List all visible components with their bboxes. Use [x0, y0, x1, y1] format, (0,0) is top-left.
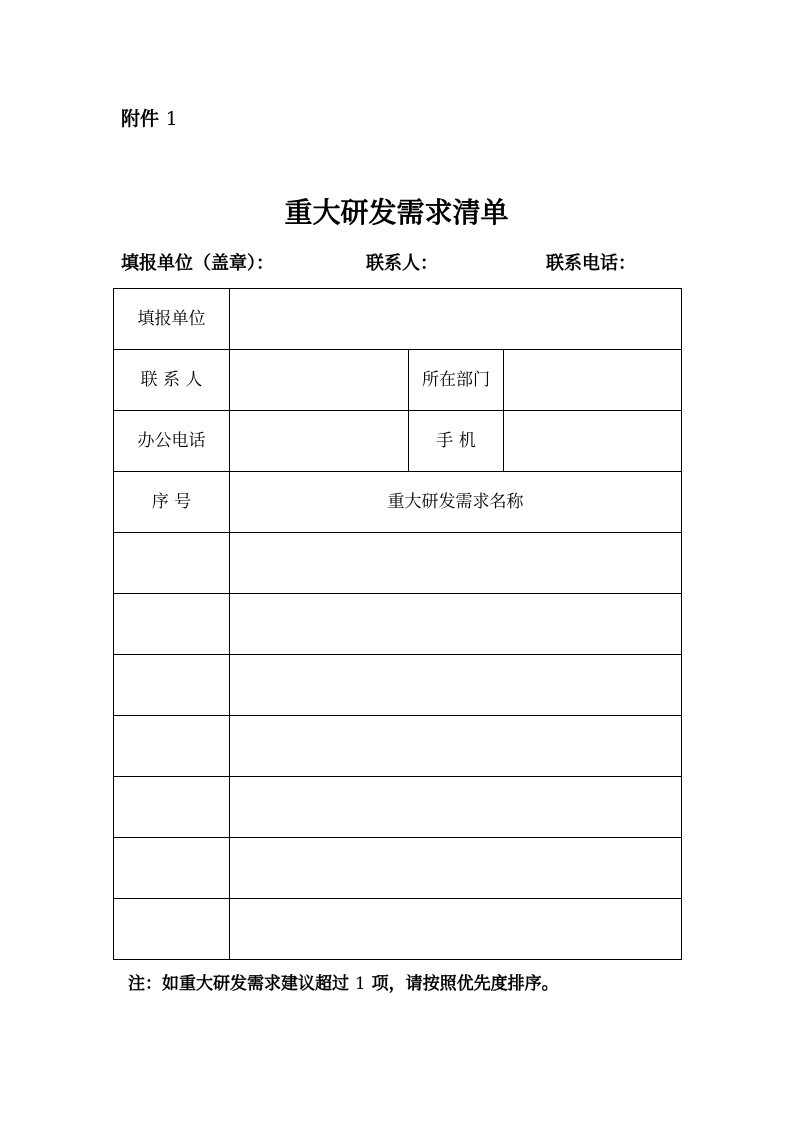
footnote: [128, 972, 559, 996]
row-index-cell[interactable]: [114, 899, 230, 960]
form-row-unit: [114, 289, 682, 350]
row-name-cell[interactable]: [230, 716, 682, 777]
row-name-cell[interactable]: [230, 655, 682, 716]
row-index-cell[interactable]: [114, 716, 230, 777]
table-row: [114, 594, 682, 655]
attachment-text: 附件: [121, 108, 160, 130]
contact-phone-label: 联系电话：: [546, 253, 636, 274]
office-phone-label-cell: 办公电话: [114, 411, 230, 472]
column-header-name: 重大研发需求名称: [230, 472, 682, 533]
mobile-value-cell[interactable]: [504, 411, 682, 472]
table-row: [114, 533, 682, 594]
department-label-cell: 所在部门: [409, 350, 504, 411]
requirements-header-row: [114, 472, 682, 533]
office-phone-value-cell[interactable]: [230, 411, 409, 472]
row-name-cell[interactable]: [230, 594, 682, 655]
contact-value-cell[interactable]: [230, 350, 409, 411]
unit-label-cell: 填报单位: [114, 289, 230, 350]
row-index-cell[interactable]: [114, 594, 230, 655]
row-name-cell[interactable]: [230, 777, 682, 838]
row-name-cell[interactable]: [230, 899, 682, 960]
row-index-cell[interactable]: [114, 838, 230, 899]
table-row: [114, 899, 682, 960]
attachment-number: 1: [165, 108, 178, 130]
footnote-suffix: 项，请按照优先度排序。: [371, 974, 559, 994]
row-name-cell[interactable]: [230, 838, 682, 899]
contact-label-cell: 联 系 人: [114, 350, 230, 411]
form-row-phone: [114, 411, 682, 472]
requirements-form-table: [113, 288, 682, 960]
form-row-contact: [114, 350, 682, 411]
footnote-prefix: 注：如重大研发需求建议超过: [128, 974, 349, 994]
page-title: 重大研发需求清单: [284, 196, 509, 229]
attachment-label: [121, 106, 178, 132]
unit-value-cell[interactable]: [230, 289, 682, 350]
row-index-cell[interactable]: [114, 777, 230, 838]
footnote-number: 1: [354, 974, 366, 994]
reporting-unit-label: 填报单位（盖章）：: [121, 253, 274, 274]
column-header-index: 序 号: [114, 472, 230, 533]
row-index-cell[interactable]: [114, 655, 230, 716]
table-row: [114, 777, 682, 838]
department-value-cell[interactable]: [504, 350, 682, 411]
row-name-cell[interactable]: [230, 533, 682, 594]
table-row: [114, 716, 682, 777]
table-row: [114, 655, 682, 716]
contact-person-label: 联系人：: [366, 253, 438, 274]
mobile-label-cell: 手 机: [409, 411, 504, 472]
table-row: [114, 838, 682, 899]
row-index-cell[interactable]: [114, 533, 230, 594]
